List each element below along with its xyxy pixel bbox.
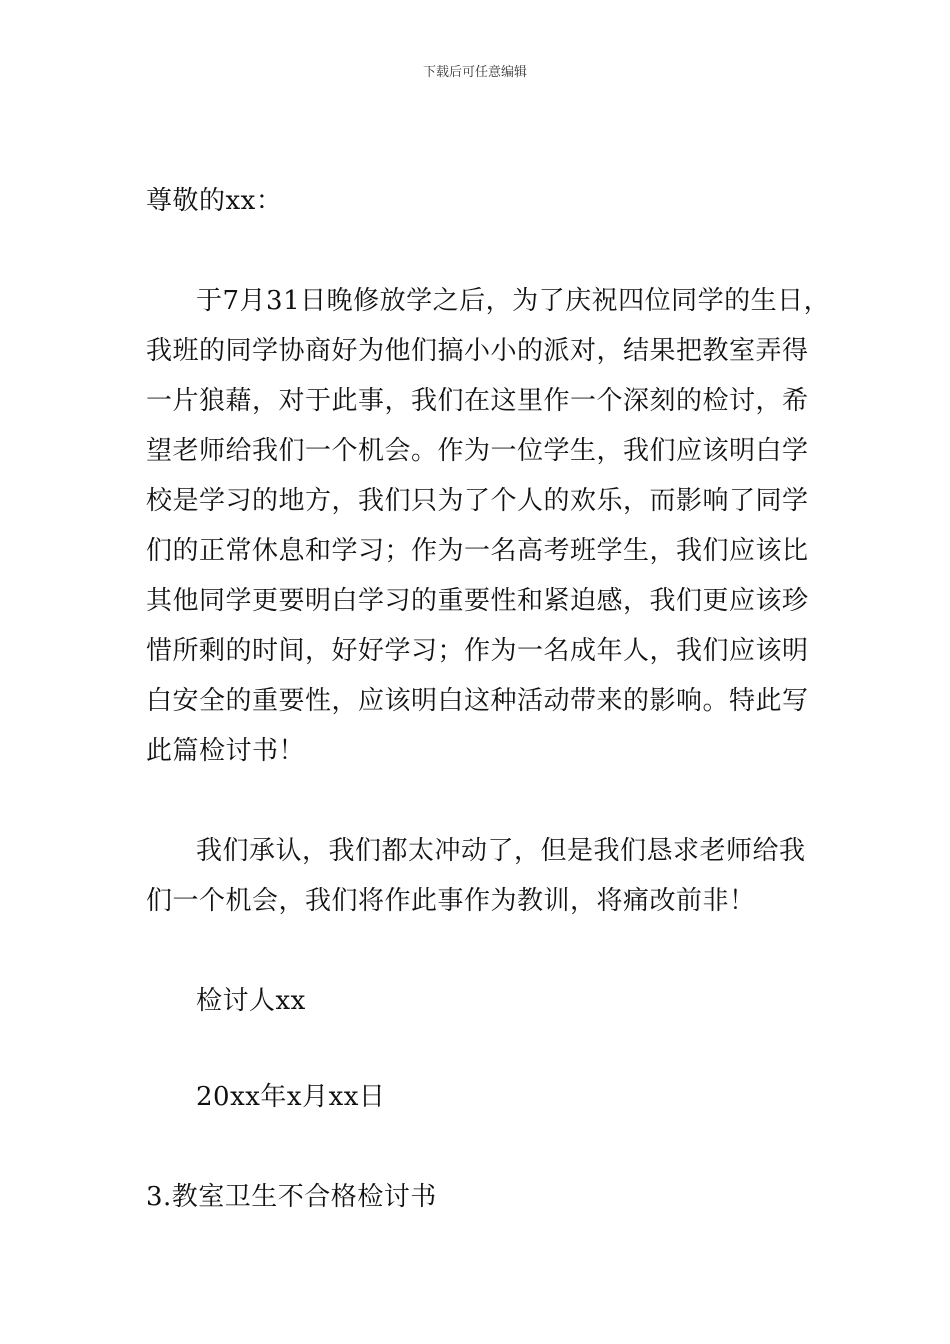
salutation: 尊敬的xx： bbox=[146, 186, 283, 216]
signature: 检讨人xx bbox=[196, 986, 306, 1016]
paragraph-line: 望老师给我们一个机会。作为一位学生，我们应该明白学 bbox=[146, 436, 809, 466]
paragraph-line: 其他同学更要明白学习的重要性和紧迫感，我们更应该珍 bbox=[146, 586, 809, 616]
date: 20xx年x月xx日 bbox=[196, 1082, 386, 1112]
paragraph-line: 惜所剩的时间，好好学习；作为一名成年人，我们应该明 bbox=[146, 636, 809, 666]
paragraph-line: 白安全的重要性，应该明白这种活动带来的影响。特此写 bbox=[146, 686, 809, 716]
paragraph-line: 们的正常休息和学习；作为一名高考班学生，我们应该比 bbox=[146, 536, 809, 566]
paragraph-line: 我班的同学协商好为他们搞小小的派对，结果把教室弄得 bbox=[146, 336, 809, 366]
paragraph-line: 校是学习的地方，我们只为了个人的欢乐，而影响了同学 bbox=[146, 486, 809, 516]
paragraph-line: 于7月31日晚修放学之后，为了庆祝四位同学的生日， bbox=[196, 286, 831, 316]
section-heading: 3.教室卫生不合格检讨书 bbox=[146, 1182, 437, 1212]
paragraph-line: 此篇检讨书！ bbox=[146, 736, 306, 766]
paragraph-line: 我们承认，我们都太冲动了，但是我们恳求老师给我 bbox=[196, 836, 806, 866]
paragraph-line: 一片狼藉，对于此事，我们在这里作一个深刻的检讨，希 bbox=[146, 386, 809, 416]
page-header: 下载后可任意编辑 bbox=[422, 65, 527, 80]
paragraph-line: 们一个机会，我们将作此事作为教训，将痛改前非！ bbox=[146, 886, 756, 916]
